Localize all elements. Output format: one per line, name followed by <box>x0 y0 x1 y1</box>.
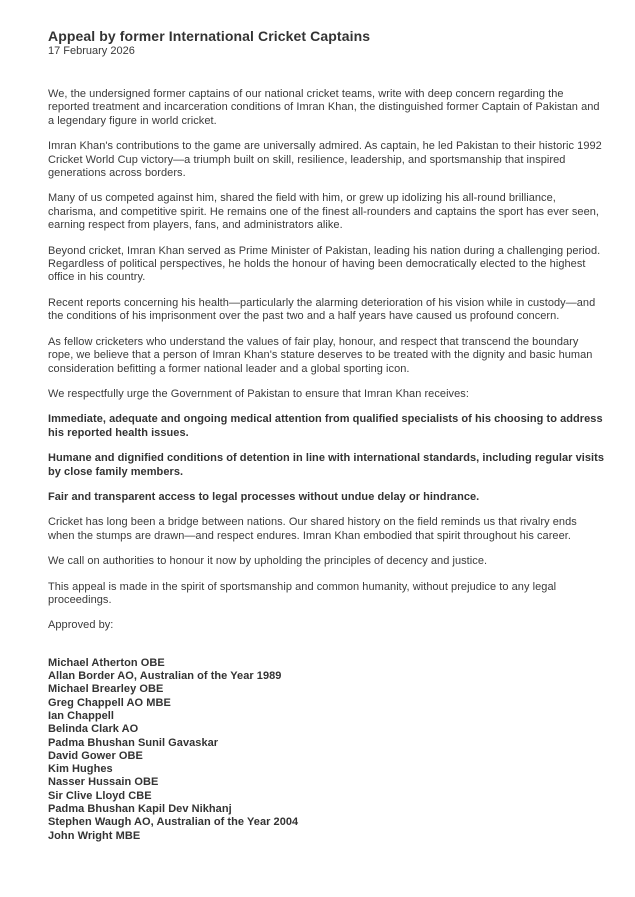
document-body <box>48 88 605 633</box>
document-date: 17 February 2026 <box>48 45 135 57</box>
paragraph-competed: Many of us competed against him, shared the field with him, or grew up idolizing his all-round brilliance, charisma, and competitive spirit. He remains one of the finest all-rounders and captains the sport has ever seen, earning respect from players, fans, and administrators alike. <box>48 192 600 232</box>
signatory-name: Michael Brearley OBE <box>48 683 164 696</box>
paragraph-intro: We, the undersigned former captains of our national cricket teams, write with deep concern regarding the reported treatment and incarceration conditions of Imran Khan, the distinguished former Captain of Pakistan and a legendary figure in world cricket. <box>48 88 600 127</box>
signatory-name: Greg Chappell AO MBE <box>48 696 171 709</box>
paragraph-prime-minister: Beyond cricket, Imran Khan served as Prime Minister of Pakistan, leading his nation during a challenging period. Regardless of political perspectives, he holds the honour of having been democratically elected to the highest office in his country. <box>48 244 601 284</box>
signatory-name: Nasser Hussain OBE <box>48 776 159 789</box>
signatory-name: Belinda Clark AO <box>48 723 139 736</box>
signatory-name: Allan Border AO, Australian of the Year 1989 <box>48 670 282 683</box>
paragraph-call-on-authorities: We call on authorities to honour it now by upholding the principles of decency and justice. <box>48 555 488 568</box>
signatory-name: Sir Clive Lloyd CBE <box>48 789 152 802</box>
paragraph-contributions: Imran Khan's contributions to the game are universally admired. As captain, he led Pakistan to their historic 1992 Cricket World Cup victory—a triumph built on skill, resilience, leadership, and sportsmanship that inspired generations across borders. <box>48 140 602 180</box>
paragraph-without-prejudice: This appeal is made in the spirit of sportsmanship and common humanity, without prejudice to any legal proceedings. <box>48 580 557 606</box>
signatories-list <box>48 657 605 843</box>
paragraph-bridge-between-nations: Cricket has long been a bridge between nations. Our shared history on the field reminds us that rivalry ends when the stumps are drawn—and respect endures. Imran Khan embodied that spirit throughout his career. <box>48 516 577 542</box>
signatory-name: Stephen Waugh AO, Australian of the Year 2004 <box>48 816 299 829</box>
signatory-name: Padma Bhushan Kapil Dev Nikhanj <box>48 803 232 816</box>
signatory-name: John Wright MBE <box>48 829 141 842</box>
signatory-name: David Gower OBE <box>48 749 143 762</box>
signatory-name: Kim Hughes <box>48 763 113 776</box>
document-content <box>48 28 605 843</box>
paragraph-health-reports: Recent reports concerning his health—particularly the alarming deterioration of his vision while in custody—and the conditions of his imprisonment over the past two and a half years have caused us profound concern. <box>48 296 596 323</box>
demand-detention-conditions: Humane and dignified conditions of detention in line with international standards, including regular visits by close family members. <box>48 452 604 478</box>
demand-medical-attention: Immediate, adequate and ongoing medical attention from qualified specialists of his choosing to address his reported health issues. <box>48 413 603 439</box>
signatory-name: Ian Chappell <box>48 709 114 722</box>
demand-legal-access: Fair and transparent access to legal processes without undue delay or hindrance. <box>48 490 480 503</box>
document-title: Appeal by former International Cricket Captains <box>48 28 371 44</box>
signatory-name: Michael Atherton OBE <box>48 656 165 669</box>
paragraph-fair-play: As fellow cricketers who understand the values of fair play, honour, and respect that transcend the boundary rope, we believe that a person of Imran Khan's stature deserves to be treated with the dignity and basic human consideration befitting a former national leader and a global sporting icon. <box>48 335 593 375</box>
approved-by-label: Approved by: <box>48 619 114 632</box>
signatory-name: Padma Bhushan Sunil Gavaskar <box>48 736 219 749</box>
paragraph-urge-government: We respectfully urge the Government of Pakistan to ensure that Imran Khan receives: <box>48 387 469 400</box>
